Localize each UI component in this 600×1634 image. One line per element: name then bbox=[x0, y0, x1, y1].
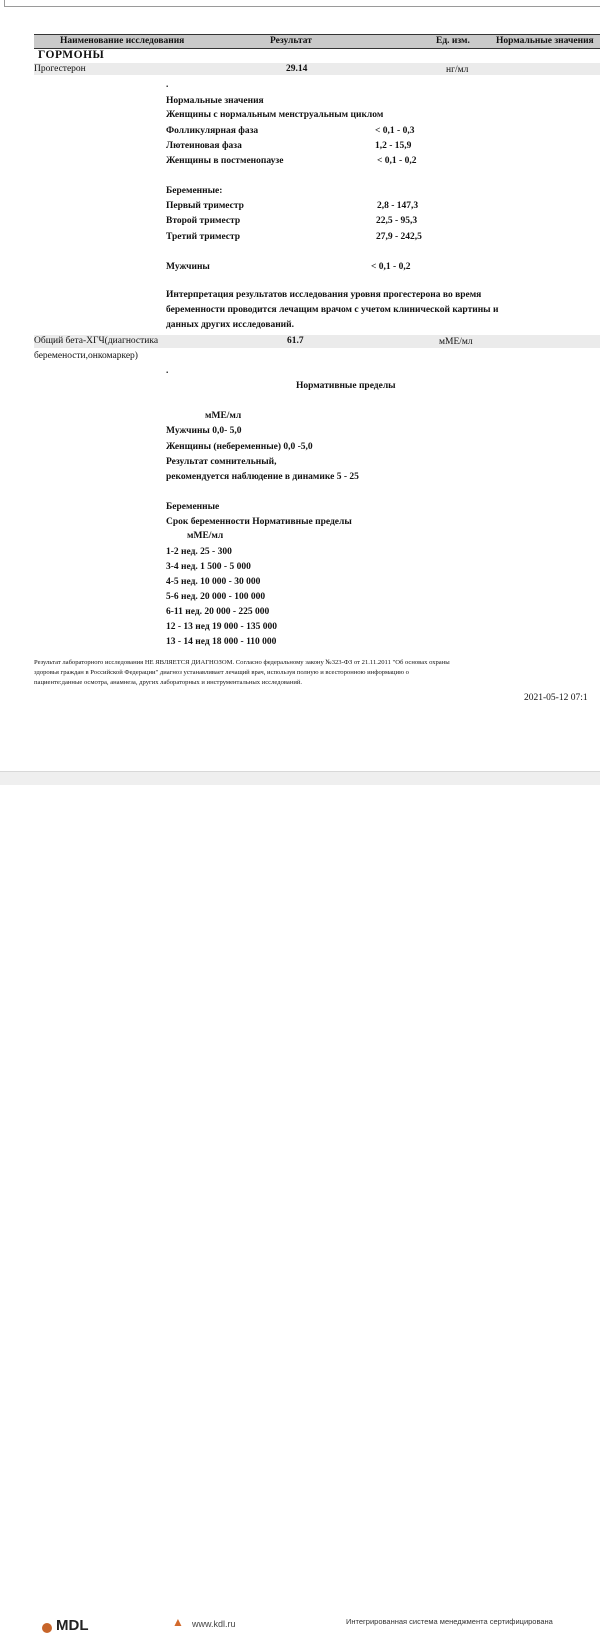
comment-line: Срок беременности Нормативные пределы bbox=[166, 517, 352, 527]
section-title: ГОРМОНЫ bbox=[38, 49, 105, 61]
comment-line: Нормальные значения bbox=[166, 96, 264, 106]
comment-value: 22,5 - 95,3 bbox=[376, 216, 418, 226]
lab-report-page bbox=[0, 0, 600, 770]
disclaimer-line: Результат лабораторного исследования НЕ ЯВЛЯЕТСЯ ДИАГНОЗОМ. Согласно федеральному закону №323-ФЗ от 21.11.2011 "Об основах охраны bbox=[34, 659, 450, 666]
table-header bbox=[34, 34, 600, 49]
comment-line: Третий триместр bbox=[166, 232, 241, 242]
disclaimer-line: пациенте:данные осмотра, анамнеза, других лабораторных и инструментальных исследований. bbox=[34, 679, 303, 686]
comment-value: 1,2 - 15,9 bbox=[375, 141, 412, 151]
header-result: Результат bbox=[270, 36, 312, 46]
test-unit: мМЕ/мл bbox=[439, 337, 473, 347]
logo-icon bbox=[42, 1623, 52, 1633]
comment-line: 3-4 нед. 1 500 - 5 000 bbox=[166, 562, 251, 572]
comment-value: < 0,1 - 0,2 bbox=[377, 156, 417, 166]
header-unit: Ед. изм. bbox=[436, 36, 470, 46]
test-result: 61.7 bbox=[287, 336, 304, 346]
comment-line: Лютеиновая фаза bbox=[166, 141, 242, 151]
comment-line: Беременные: bbox=[166, 186, 223, 196]
comment-line: Результат сомнительный, bbox=[166, 457, 277, 467]
comment-line: . bbox=[166, 366, 169, 376]
comment-line: . bbox=[166, 80, 169, 90]
comment-value: 27,9 - 242,5 bbox=[376, 232, 422, 242]
header-test-name: Наименование исследования bbox=[60, 36, 185, 46]
top-box bbox=[4, 0, 600, 7]
comment-line: 13 - 14 нед 18 000 - 110 000 bbox=[166, 637, 277, 647]
comment-line: 12 - 13 нед 19 000 - 135 000 bbox=[166, 622, 277, 632]
comment-line: Мужчины bbox=[166, 262, 210, 272]
comment-line: Второй триместр bbox=[166, 216, 241, 226]
comment-line: мМЕ/мл bbox=[205, 411, 242, 421]
test-result: 29.14 bbox=[286, 64, 308, 74]
test-unit: нг/мл bbox=[446, 65, 469, 75]
comment-value: < 0,1 - 0,3 bbox=[375, 126, 415, 136]
test-name: Общий бета-ХГЧ(диагностика bbox=[34, 336, 159, 346]
comment-line: данных других исследований. bbox=[166, 320, 294, 330]
disclaimer-line: здоровья граждан в Российской Федерации" диагноз устанавливает лечащий врач, используя полную и всесторонною информацию о bbox=[34, 669, 409, 676]
comment-line: Мужчины 0,0- 5,0 bbox=[166, 426, 242, 436]
comment-line: 5-6 нед. 20 000 - 100 000 bbox=[166, 592, 266, 602]
comment-line: 4-5 нед. 10 000 - 30 000 bbox=[166, 577, 261, 587]
site-url: www.kdl.ru bbox=[192, 1619, 236, 1629]
comment-line: Женщины в постменопаузе bbox=[166, 156, 284, 166]
comment-line: мМЕ/мл bbox=[187, 531, 224, 541]
logo-text: MDL bbox=[56, 1617, 89, 1634]
page-separator bbox=[0, 771, 600, 786]
comment-line: рекомендуется наблюдение в динамике 5 - 25 bbox=[166, 472, 359, 482]
comment-line: беременности проводится лечащим врачом с учетом клинической картины и bbox=[166, 305, 499, 315]
comment-line: Фолликулярная фаза bbox=[166, 126, 259, 136]
comment-line: Женщины (небеременные) 0,0 -5,0 bbox=[166, 442, 313, 452]
next-page bbox=[0, 785, 600, 1634]
report-date: 2021-05-12 07:1 bbox=[524, 693, 588, 703]
comment-value: 2,8 - 147,3 bbox=[377, 201, 419, 211]
comment-line: 6-11 нед. 20 000 - 225 000 bbox=[166, 607, 270, 617]
comment-line: Первый триместр bbox=[166, 201, 244, 211]
comment-line: Интерпретация результатов исследования уровня прогестерона во время bbox=[166, 290, 482, 300]
flame-icon: ▲ bbox=[172, 1615, 184, 1629]
disclaimer bbox=[34, 658, 600, 688]
test-name: Прогестерон bbox=[34, 64, 86, 74]
certification-text: Интегрированная система менеджмента сертифицирована bbox=[346, 1617, 553, 1626]
comment-line: Беременные bbox=[166, 502, 220, 512]
comment-line: 1-2 нед. 25 - 300 bbox=[166, 547, 232, 557]
comment-value: < 0,1 - 0,2 bbox=[371, 262, 411, 272]
table-row bbox=[34, 63, 600, 75]
header-normal: Нормальные значения bbox=[496, 36, 594, 46]
comment-line: Женщины с нормальным менструальным циклом bbox=[166, 110, 384, 120]
test-name-cont: беремености,онкомаркер) bbox=[34, 351, 138, 361]
comment-line: Нормативные пределы bbox=[296, 381, 396, 391]
